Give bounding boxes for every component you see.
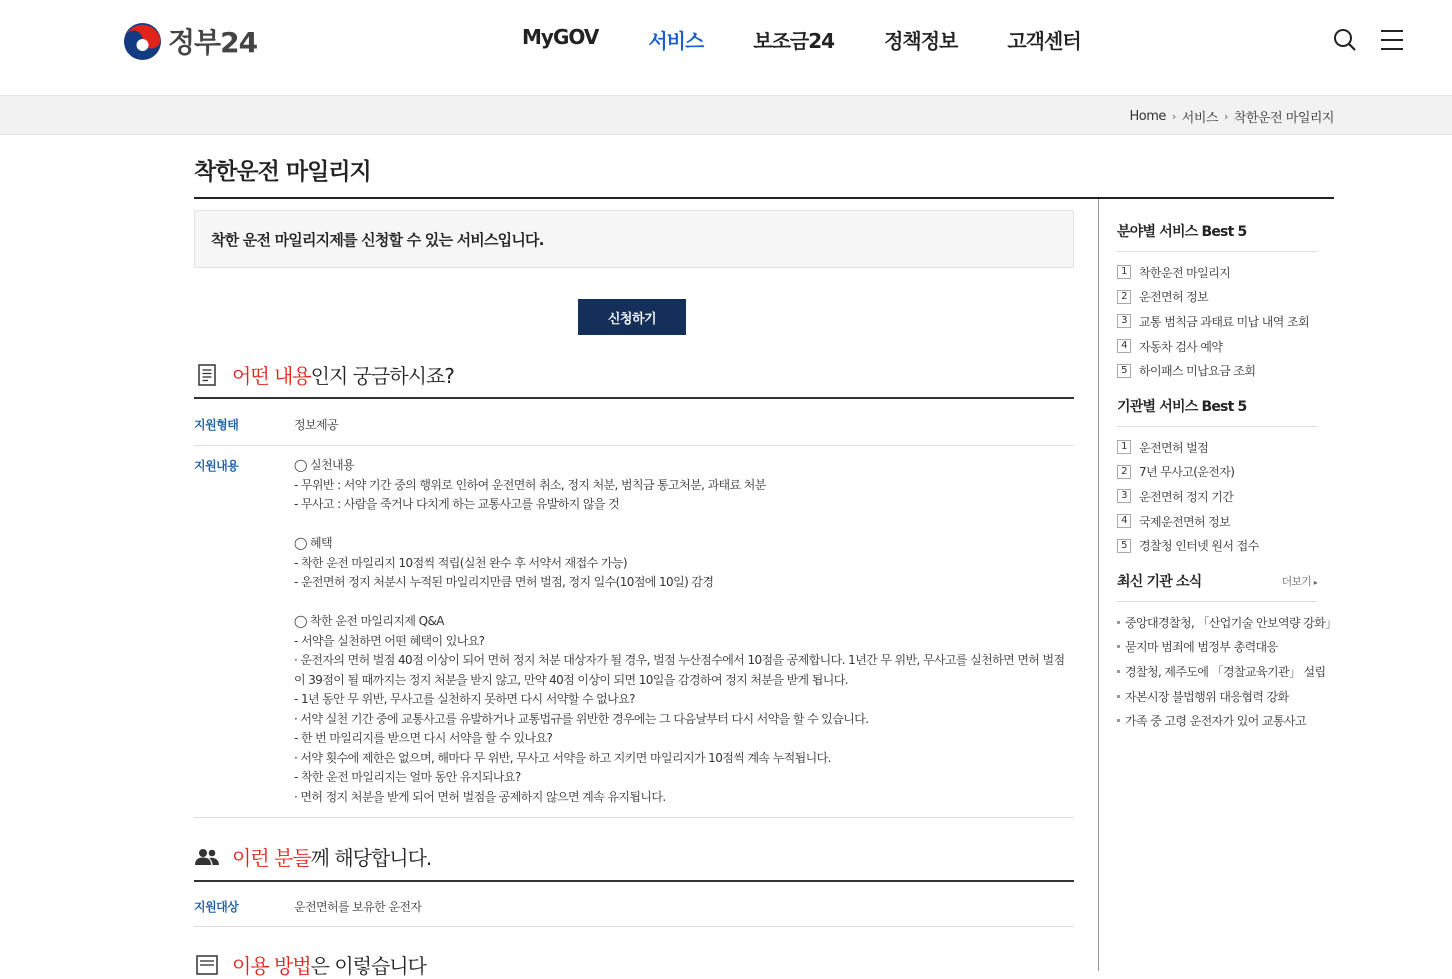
list-item-label: 착한운전 마일리지 [1139, 265, 1231, 280]
section-heading-text: 께 해당합니다. [310, 846, 432, 870]
content-line: ◯ 착한 운전 마일리지제 Q&A [294, 614, 444, 628]
support-content-label: 지원내용 [194, 459, 239, 473]
content-line: ◯ 실천내용 [294, 458, 355, 472]
section-heading-highlight: 이런 분들 [232, 846, 311, 870]
news-item-label: 묻지마 범죄에 범정부 총력대응 [1125, 640, 1278, 655]
content-line: · 운전자의 면허 벌점 40점 이상이 되어 면허 정지 처분 대상자가 될 경우, 벌점 누산점수에서 10점을 공제합니다. 1년간 무 위반, 무사고를 실천하면 면허 벌점이 39점이 될 때까지는 정지 처분을 받지 않고, 만약 40점 이상이 되면 10일을 감경하여 정지 처분을 받게 됩니다. [294, 653, 1065, 687]
taegeuk-logo-icon [124, 23, 161, 60]
list-item[interactable] [1117, 334, 1317, 359]
support-target-label: 지원대상 [194, 900, 239, 914]
breadcrumb [1130, 107, 1335, 126]
service-summary-text: 착한 운전 마일리지제를 신청할 수 있는 서비스입니다. [211, 231, 544, 249]
list-item[interactable] [1117, 358, 1317, 383]
section-heading-highlight: 어떤 내용 [232, 364, 311, 388]
row-divider [194, 445, 1074, 446]
site-logo[interactable] [124, 21, 257, 61]
support-type-label: 지원형태 [194, 418, 239, 432]
list-icon [194, 952, 220, 978]
field-best-services [1117, 221, 1317, 383]
content-line: · 서약 실천 기간 중에 교통사고를 유발하거나 교통법규를 위반한 경우에는 그 다음날부터 다시 서약을 할 수 있습니다. [294, 711, 869, 726]
list-item[interactable] [1117, 309, 1317, 334]
section-heading-content [194, 360, 454, 389]
section-heading-text: 인지 궁금하시죠? [310, 364, 454, 388]
news-item[interactable] [1117, 708, 1317, 733]
logo-text: 정부24 [168, 26, 258, 59]
breadcrumb-home[interactable]: Home [1129, 109, 1166, 124]
org-news-title [1117, 571, 1317, 602]
list-item[interactable] [1117, 285, 1317, 310]
content-line: - 운전면허 정지 처분시 누적된 마일리지만큼 면허 벌점, 정지 일수(10점에 10일) 감경 [294, 575, 714, 589]
news-item-label: 가족 중 고령 운전자가 있어 교통사고 [1125, 714, 1306, 729]
news-item-label: 중앙대경찰청, 「산업기술 안보역량 강화」 [1125, 615, 1337, 630]
org-best-services [1117, 396, 1317, 558]
news-item[interactable] [1117, 610, 1337, 635]
content-line [294, 515, 1074, 535]
content-line: - 착한 운전 마일리지 10점씩 적립(실천 완수 후 서약서 재접수 가능) [294, 555, 627, 570]
org-best-title: 기관별 서비스 Best 5 [1117, 396, 1317, 427]
breadcrumb-bar [0, 95, 1452, 135]
content-line: - 무사고 : 사람을 죽거나 다치게 하는 교통사고를 유발하지 않을 것 [294, 497, 620, 511]
sidebar-divider [1098, 199, 1099, 971]
list-item[interactable] [1117, 533, 1317, 558]
rank-number: 1 [1117, 265, 1131, 279]
menu-icon[interactable] [1380, 28, 1404, 52]
list-item-label: 운전면허 벌점 [1139, 440, 1209, 455]
list-item-label: 7년 무사고(운전자) [1139, 465, 1235, 480]
rank-number: 3 [1117, 489, 1131, 503]
rank-number: 2 [1117, 465, 1131, 479]
content-line [294, 593, 1074, 613]
list-item-label: 경찰청 인터넷 원서 접수 [1139, 539, 1259, 554]
more-link[interactable] [1282, 573, 1317, 589]
section-divider [194, 880, 1074, 882]
content-line: ◯ 혜택 [294, 536, 333, 550]
main-nav [522, 25, 1131, 54]
rank-number: 5 [1117, 364, 1131, 378]
list-item-label: 국제운전면허 정보 [1139, 514, 1231, 529]
nav-subsidy24[interactable]: 보조금24 [753, 29, 835, 53]
nav-customer-center[interactable]: 고객센터 [1007, 29, 1081, 53]
rank-number: 5 [1117, 539, 1131, 553]
org-news-list [1117, 610, 1337, 733]
list-item-label: 운전면허 정보 [1139, 290, 1209, 305]
news-item-label: 경찰청, 제주도에 「경찰교육기관」 설립 [1125, 664, 1326, 679]
list-item[interactable] [1117, 484, 1317, 509]
site-header [0, 0, 1452, 95]
breadcrumb-service[interactable]: 서비스 [1181, 111, 1218, 126]
nav-mygov[interactable]: MyGOV [522, 25, 599, 49]
org-best-list [1117, 435, 1317, 558]
apply-button[interactable]: 신청하기 [578, 299, 686, 335]
content-line: - 서약을 실천하면 어떤 혜택이 있나요? [294, 633, 485, 648]
row-divider [194, 926, 1074, 927]
document-icon [194, 362, 220, 388]
news-item-label: 자본시장 불법행위 대응협력 강화 [1125, 689, 1289, 704]
section-heading-highlight: 이용 방법 [232, 954, 311, 978]
breadcrumb-current: 착한운전 마일리지 [1233, 111, 1334, 126]
chevron-right-icon: ▸ [1313, 578, 1317, 587]
title-divider [194, 197, 1334, 199]
list-item[interactable] [1117, 460, 1317, 485]
section-heading-usage [194, 950, 426, 979]
rank-number: 2 [1117, 290, 1131, 304]
row-divider [194, 817, 1074, 818]
content-line: · 서약 횟수에 제한은 없으며, 해마다 무 위반, 무사고 서약을 하고 지키면 마일리지가 10점씩 계속 누적됩니다. [294, 750, 831, 765]
section-heading-target [194, 842, 431, 871]
section-divider [194, 397, 1074, 399]
news-item[interactable] [1117, 684, 1317, 709]
org-news-title-text: 최신 기관 소식 [1117, 574, 1202, 590]
rank-number: 4 [1117, 514, 1131, 528]
list-item-label: 운전면허 정지 기간 [1139, 489, 1234, 504]
rank-number: 1 [1117, 440, 1131, 454]
list-item-label: 교통 범칙금 과태료 미납 내역 조회 [1139, 314, 1309, 329]
content-line: - 착한 운전 마일리지는 얼마 동안 유지되나요? [294, 770, 521, 784]
page-title: 착한운전 마일리지 [194, 159, 371, 185]
field-best-list [1117, 260, 1317, 383]
nav-policy-info[interactable]: 정책정보 [884, 29, 958, 53]
list-item[interactable] [1117, 509, 1317, 534]
support-type-value: 정보제공 [294, 418, 338, 432]
content-line: - 1년 동안 무 위반, 무사고를 실천하지 못하면 다시 서약할 수 없나요? [294, 692, 635, 706]
field-best-title: 분야별 서비스 Best 5 [1117, 221, 1317, 252]
section-heading-text: 은 이렇습니다 [310, 954, 426, 978]
list-item[interactable] [1117, 260, 1317, 285]
rank-number: 4 [1117, 339, 1131, 353]
content-line: · 면허 정지 처분을 받게 되어 면허 벌점을 공제하지 않으면 계속 유지됩니다. [294, 789, 666, 804]
rank-number: 3 [1117, 314, 1131, 328]
news-item[interactable] [1117, 659, 1326, 684]
support-target-value: 운전면허를 보유한 운전자 [294, 900, 422, 914]
content-line: - 한 번 마일리지를 받으면 다시 서약을 할 수 있나요? [294, 731, 553, 745]
search-icon[interactable] [1333, 28, 1357, 52]
nav-service[interactable]: 서비스 [648, 29, 704, 53]
org-news [1117, 571, 1337, 733]
more-link-label: 더보기 [1281, 575, 1312, 588]
list-item-label: 자동차 검사 예약 [1139, 339, 1223, 354]
support-content [294, 456, 1074, 807]
list-item-label: 하이패스 미납요금 조회 [1139, 364, 1256, 379]
chevron-right-icon: › [1171, 110, 1176, 123]
chevron-right-icon: › [1223, 110, 1228, 123]
people-icon [194, 844, 220, 870]
list-item[interactable] [1117, 435, 1317, 460]
service-summary-box [194, 210, 1074, 268]
news-item[interactable] [1117, 635, 1317, 660]
content-line: - 무위반 : 서약 기간 중의 행위로 인하여 운전면허 취소, 정지 처분, 범칙금 통고처분, 과태료 처분 [294, 477, 766, 492]
